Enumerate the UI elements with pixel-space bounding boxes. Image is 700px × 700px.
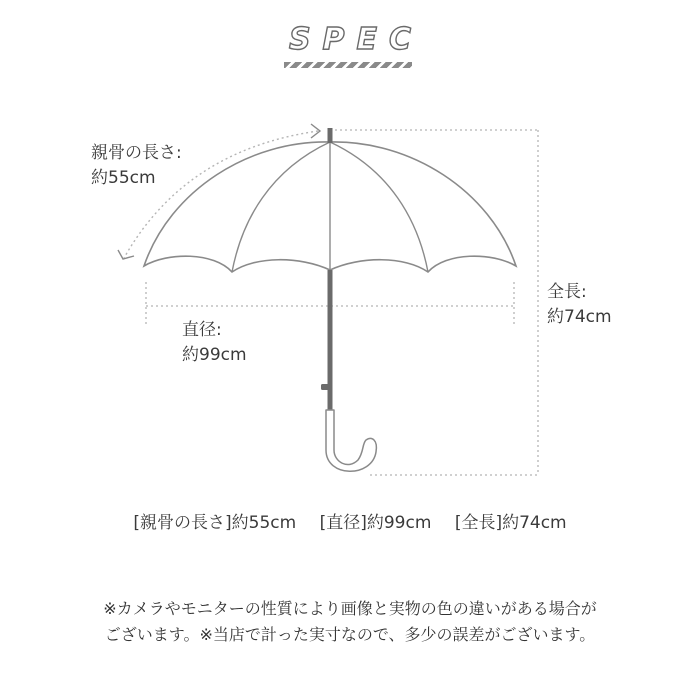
total-length-label [547, 280, 612, 330]
umbrella-tip [328, 128, 333, 143]
total-length-value: 約74cm [547, 307, 612, 327]
rib-arrow-head-top [311, 124, 320, 138]
spec-summary [0, 508, 700, 533]
rib-length-name: 親骨の長さ: [91, 143, 182, 163]
summary-diameter: [直径]約99cm [319, 513, 432, 533]
diameter-label [182, 318, 247, 368]
rib-length-value: 約55cm [91, 168, 156, 188]
note-line-2: ございます。※当店で計った実寸なので、多少の誤差がございます。 [104, 625, 596, 644]
disclaimer-note [0, 596, 700, 648]
rib-length-label [91, 141, 182, 191]
diameter-name: 直径: [182, 320, 222, 340]
shaft-button [321, 384, 329, 390]
total-length-name: 全長: [547, 282, 587, 302]
summary-total: [全長]約74cm [454, 513, 567, 533]
note-line-1: ※カメラやモニターの性質により画像と実物の色の違いがある場合が [103, 599, 597, 618]
spec-title: SPEC [288, 22, 424, 57]
umbrella-shaft [328, 270, 333, 412]
diameter-value: 約99cm [182, 345, 247, 365]
umbrella-handle [326, 410, 376, 471]
summary-rib: [親骨の長さ]約55cm [133, 513, 297, 533]
